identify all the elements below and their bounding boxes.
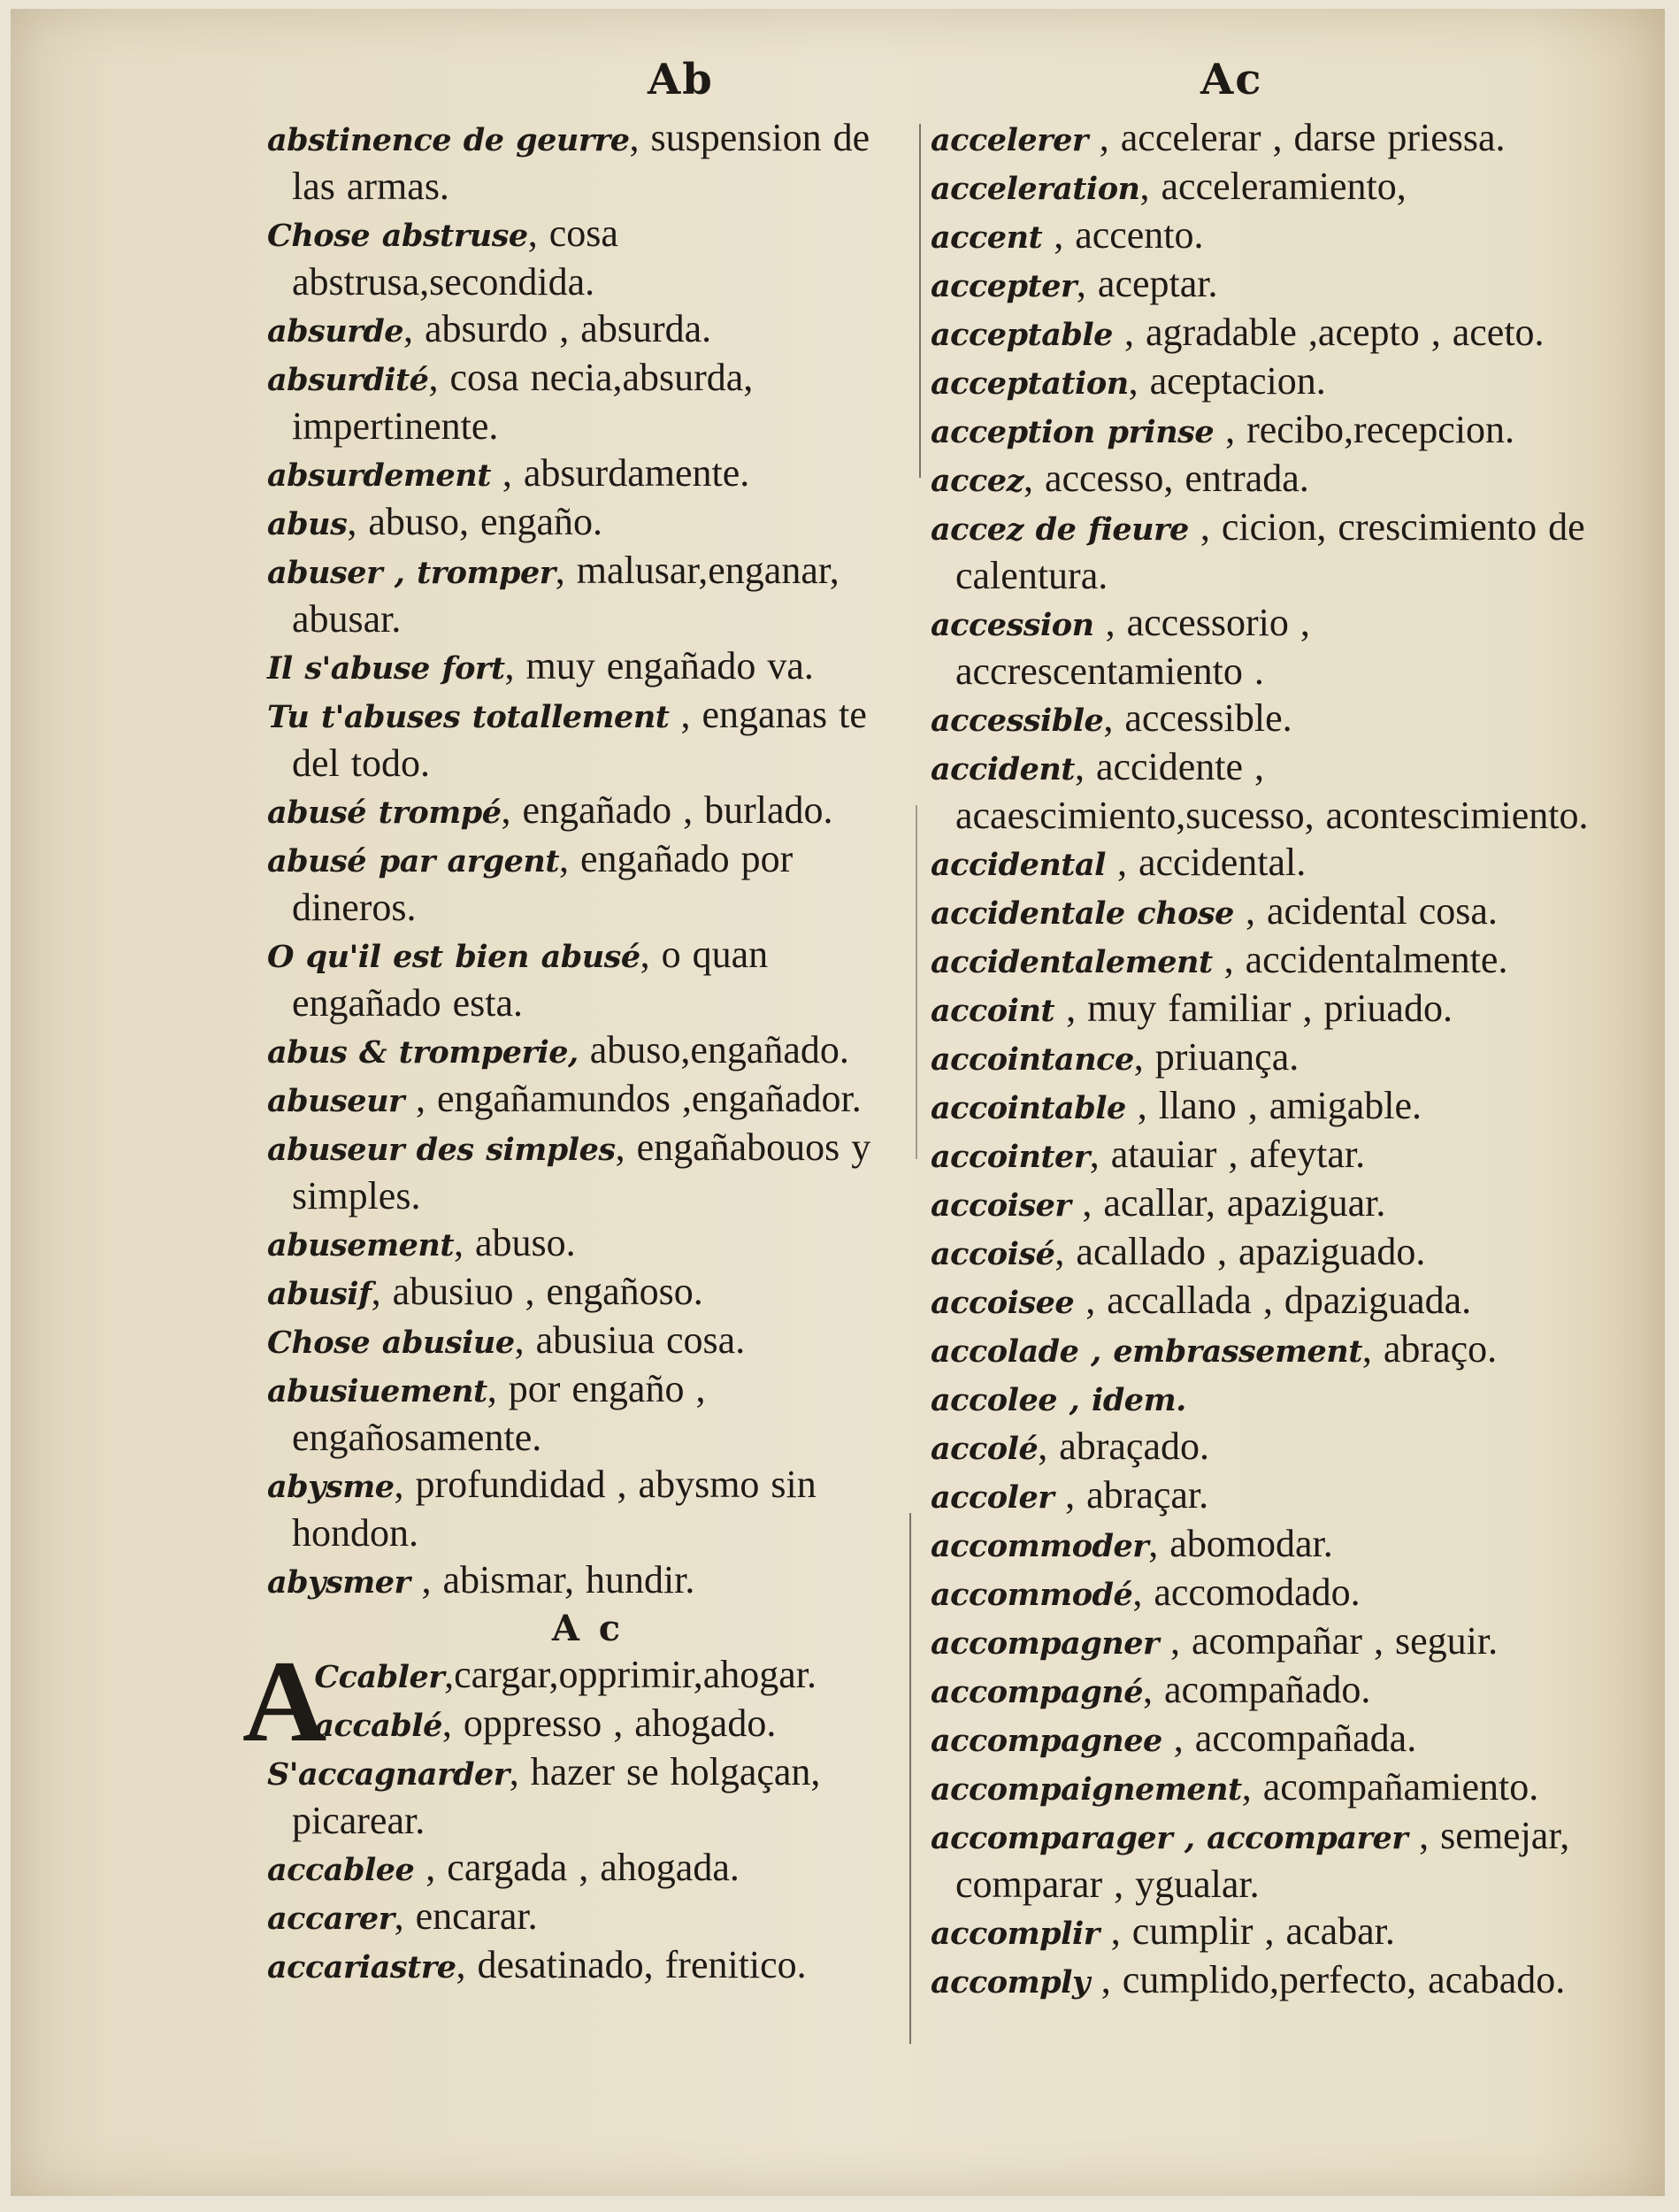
dictionary-entry	[267, 1557, 908, 1606]
dictionary-entry	[931, 1957, 1603, 2006]
definition: , abraçado.	[1038, 1425, 1209, 1468]
dictionary-entry	[931, 744, 1603, 840]
headword: absurdement	[267, 457, 491, 494]
headword: acception prinse	[931, 414, 1215, 450]
definition: , acompañamiento.	[1241, 1765, 1539, 1809]
dictionary-entry	[267, 787, 908, 836]
definition: , acallar, apaziguar.	[1070, 1181, 1386, 1225]
headword: accelerer	[931, 122, 1088, 158]
column-rule	[919, 124, 921, 478]
dictionary-entry	[931, 1229, 1603, 1278]
headword: accidentalement	[931, 944, 1213, 980]
dictionary-entry	[931, 212, 1603, 261]
headword: accoint	[931, 993, 1055, 1029]
definition: , abraçar.	[1054, 1473, 1209, 1517]
definition: , accidente , acaescimiento,sucesso, acontescimiento.	[955, 745, 1589, 837]
dictionary-entry	[267, 1366, 908, 1462]
dictionary-entry	[931, 695, 1603, 744]
dictionary-entry	[267, 692, 908, 787]
headword: abusif	[267, 1276, 372, 1312]
headword: acceptation	[931, 365, 1129, 402]
definition: , abuso, engaño.	[347, 500, 603, 543]
dictionary-entry	[267, 115, 908, 211]
drop-capital: A	[242, 1636, 327, 1766]
entry-list	[931, 115, 1603, 2006]
headword: accointable	[931, 1090, 1126, 1126]
definition: , acallado , apaziguado.	[1054, 1230, 1426, 1273]
dictionary-entry	[267, 1027, 908, 1076]
definition: , absurdamente.	[490, 451, 750, 495]
headword: accident	[931, 751, 1075, 787]
definition: , absurdo , absurda.	[402, 307, 712, 350]
definition: , aceptar.	[1076, 262, 1218, 305]
headword: abusé trompé	[267, 795, 502, 831]
definition: , oppresso , ahogado.	[441, 1701, 777, 1745]
headword: accommoder	[931, 1528, 1149, 1564]
running-header-right: Ac	[1200, 55, 1263, 104]
headword: Chose abstruse	[267, 218, 528, 254]
headword: abusé par argent	[267, 843, 560, 879]
dictionary-entry	[267, 1269, 908, 1317]
definition: , acceleramiento,	[1139, 165, 1407, 208]
headword: abuser , tromper	[267, 555, 556, 591]
dictionary-entry	[267, 836, 908, 932]
headword: accepter	[931, 268, 1077, 304]
right-column	[931, 115, 1603, 2006]
headword: abus & tromperie,	[267, 1034, 579, 1071]
headword: Ccabler	[314, 1659, 445, 1695]
dictionary-entry	[931, 1034, 1603, 1083]
headword: acceptable	[931, 317, 1113, 353]
headword: abstinence de geurre	[267, 122, 630, 158]
definition: , abusiua cosa.	[514, 1318, 746, 1362]
headword: accidental	[931, 847, 1106, 883]
dictionary-entry	[931, 456, 1603, 504]
section-heading: A c	[551, 1608, 625, 1649]
headword: acceleration	[931, 171, 1140, 207]
dictionary-entry	[267, 450, 908, 499]
dictionary-entry	[931, 261, 1603, 310]
dictionary-entry	[931, 164, 1603, 212]
headword: accidentale chose	[931, 895, 1234, 932]
dictionary-entry	[267, 1076, 908, 1125]
definition: , cosa abstrusa,secondida.	[292, 211, 618, 303]
headword: accarer	[267, 1901, 395, 1937]
dictionary-entry	[931, 1375, 1603, 1424]
headword: accession	[931, 607, 1094, 643]
definition: , cosa necia,absurda, impertinente.	[292, 356, 754, 448]
column-rule	[916, 805, 917, 1159]
headword: abuseur	[267, 1083, 404, 1119]
headword: accoiser	[931, 1187, 1071, 1224]
definition: , hazer se holgaçan, picarear.	[292, 1750, 821, 1842]
headword: accez	[931, 463, 1024, 499]
dictionary-entry	[931, 1521, 1603, 1570]
headword: accariastre	[267, 1949, 456, 1985]
dictionary-entry	[267, 355, 908, 450]
dictionary-entry	[267, 1893, 908, 1942]
headword: accompagner	[931, 1625, 1159, 1662]
definition: , agradable ,acepto , aceto.	[1112, 311, 1545, 354]
definition: , acompañar , seguir.	[1158, 1619, 1499, 1663]
definition: , acidental cosa.	[1233, 889, 1498, 933]
definition: , accelerar , darse priessa.	[1087, 116, 1506, 159]
dictionary-entry	[267, 1701, 908, 1749]
definition: , enganas te del todo.	[292, 693, 867, 785]
definition: , accidental.	[1105, 841, 1307, 884]
dictionary-entry	[931, 310, 1603, 358]
dictionary-entry	[931, 358, 1603, 407]
definition: , accessible.	[1103, 696, 1292, 740]
definition: , priuança.	[1133, 1035, 1300, 1079]
dictionary-entry	[931, 1472, 1603, 1521]
definition: , muy familiar , priuado.	[1054, 987, 1453, 1030]
dictionary-entry	[267, 932, 908, 1027]
dictionary-entry	[931, 1570, 1603, 1618]
dictionary-entry	[931, 986, 1603, 1034]
dictionary-entry	[931, 407, 1603, 456]
dictionary-entry	[267, 1220, 908, 1269]
dictionary-entry	[931, 1083, 1603, 1132]
dictionary-entry	[267, 548, 908, 643]
definition: , engañado por dineros.	[292, 837, 794, 929]
definition: ,cargar,opprimir,ahogar.	[444, 1653, 816, 1696]
definition: , abomodar.	[1148, 1522, 1333, 1565]
headword: accolee , idem.	[931, 1382, 1186, 1418]
headword: accablee	[267, 1852, 415, 1888]
definition: , muy engañado va.	[504, 644, 814, 687]
definition: , o quan engañado esta.	[292, 933, 769, 1025]
headword: accoler	[931, 1479, 1054, 1516]
definition: , encarar.	[394, 1894, 538, 1938]
dictionary-entry	[931, 1180, 1603, 1229]
headword: accomparager , accomparer	[931, 1820, 1408, 1856]
definition: , abismar, hundir.	[410, 1558, 695, 1601]
dictionary-entry	[931, 1667, 1603, 1716]
definition: , accento.	[1042, 213, 1204, 257]
headword: abysme	[267, 1469, 395, 1505]
dictionary-entry	[931, 115, 1603, 164]
headword: Il s'abuse fort	[267, 650, 505, 687]
definition: , engañabouos y simples.	[292, 1125, 871, 1217]
definition: , por engaño , engañosamente.	[292, 1367, 706, 1459]
definition: , recibo,recepcion.	[1214, 408, 1515, 451]
dictionary-entry	[267, 499, 908, 548]
entry-list-top	[267, 115, 908, 1606]
headword: accointer	[931, 1139, 1090, 1175]
definition: , aceptacion.	[1128, 359, 1326, 403]
definition: , cumplido,perfecto, acabado.	[1089, 1958, 1566, 2001]
headword: accolé	[931, 1431, 1039, 1467]
dictionary-entry	[931, 600, 1603, 695]
headword: accompaignement	[931, 1771, 1242, 1808]
headword: accoisé	[931, 1236, 1055, 1272]
headword: accompagné	[931, 1674, 1144, 1710]
definition: , accallada , dpaziguada.	[1074, 1279, 1472, 1322]
headword: Tu t'abuses totallement	[267, 699, 670, 735]
definition: , atauiar , afeytar.	[1089, 1133, 1366, 1176]
dictionary-entry	[267, 211, 908, 306]
definition: , profundidad , abysmo sin hondon.	[292, 1463, 816, 1555]
dictionary-entry	[931, 504, 1603, 600]
dictionary-entry	[931, 937, 1603, 986]
headword: absurdité	[267, 362, 429, 398]
dictionary-entry	[931, 1716, 1603, 1764]
headword: accomplir	[931, 1916, 1100, 1952]
definition: , accesso, entrada.	[1023, 457, 1309, 500]
dictionary-entry	[931, 840, 1603, 888]
headword: accez de fieure	[931, 511, 1189, 548]
definition: , cumplir , acabar.	[1099, 1909, 1395, 1953]
headword: accolade , embrassement	[931, 1333, 1362, 1370]
left-column	[242, 115, 908, 1991]
dictionary-entry	[931, 1813, 1603, 1909]
definition: , acompañado.	[1143, 1668, 1371, 1711]
headword: accoisee	[931, 1285, 1075, 1321]
definition: , llano , amigable.	[1125, 1084, 1422, 1127]
definition: , semejar, comparar , ygualar.	[955, 1814, 1570, 1906]
dictionary-entry	[931, 1618, 1603, 1667]
definition: , accidentalmente.	[1212, 938, 1508, 981]
dictionary-entry	[267, 643, 908, 692]
column-rule	[909, 1513, 911, 2044]
definition: , engañamundos ,engañador.	[403, 1077, 862, 1120]
headword: S'accagnarder	[267, 1756, 510, 1793]
definition: , abusiuo , engañoso.	[371, 1270, 703, 1313]
dictionary-entry	[931, 1132, 1603, 1180]
dictionary-entry	[931, 1326, 1603, 1375]
dictionary-entry	[267, 306, 908, 355]
headword: accompagnee	[931, 1723, 1162, 1759]
headword: Chose abusiue	[267, 1325, 515, 1361]
running-header-left: Ab	[648, 55, 714, 104]
headword: absurde	[267, 313, 403, 349]
definition: , cicion, crescimiento de calentura.	[955, 505, 1585, 597]
definition: , malusar,enganar, abusar.	[292, 549, 840, 641]
dictionary-entry	[931, 1764, 1603, 1813]
page	[11, 9, 1665, 2196]
definition: , abraço.	[1361, 1327, 1498, 1371]
dictionary-entry	[931, 888, 1603, 937]
definition: , cargada , ahogada.	[414, 1846, 740, 1889]
definition: , accomodado.	[1132, 1571, 1361, 1614]
definition: , accessorio , accrescentamiento .	[955, 601, 1310, 693]
dictionary-entry	[267, 1317, 908, 1366]
dictionary-entry	[267, 1749, 908, 1845]
dictionary-entry	[931, 1909, 1603, 1957]
headword: accommodé	[931, 1577, 1133, 1613]
headword: abysmer	[267, 1564, 410, 1601]
definition: abuso,engañado.	[578, 1028, 849, 1071]
definition: , engañado , burlado.	[501, 788, 833, 832]
definition: , desatinado, frenitico.	[456, 1943, 807, 1986]
definition: , accompañada.	[1162, 1717, 1417, 1760]
headword: abusement	[267, 1227, 454, 1263]
dictionary-entry	[267, 1845, 908, 1893]
headword: accomply	[931, 1964, 1090, 2001]
headword: O qu'il est bien abusé	[267, 939, 640, 975]
headword: accent	[931, 219, 1043, 256]
dictionary-entry	[267, 1125, 908, 1220]
headword: accointance	[931, 1041, 1134, 1078]
definition: , suspension de las armas.	[292, 116, 870, 208]
headword: abuseur des simples	[267, 1132, 616, 1168]
headword: accessible	[931, 703, 1104, 739]
dictionary-entry	[267, 1942, 908, 1991]
definition: , abuso.	[454, 1221, 576, 1264]
dictionary-entry	[931, 1278, 1603, 1326]
dictionary-entry	[267, 1462, 908, 1557]
entry-list-bottom	[267, 1701, 908, 1991]
headword: abus	[267, 506, 348, 542]
headword: accablé	[314, 1708, 442, 1744]
dictionary-entry	[931, 1424, 1603, 1472]
headword: abusiuement	[267, 1373, 487, 1409]
